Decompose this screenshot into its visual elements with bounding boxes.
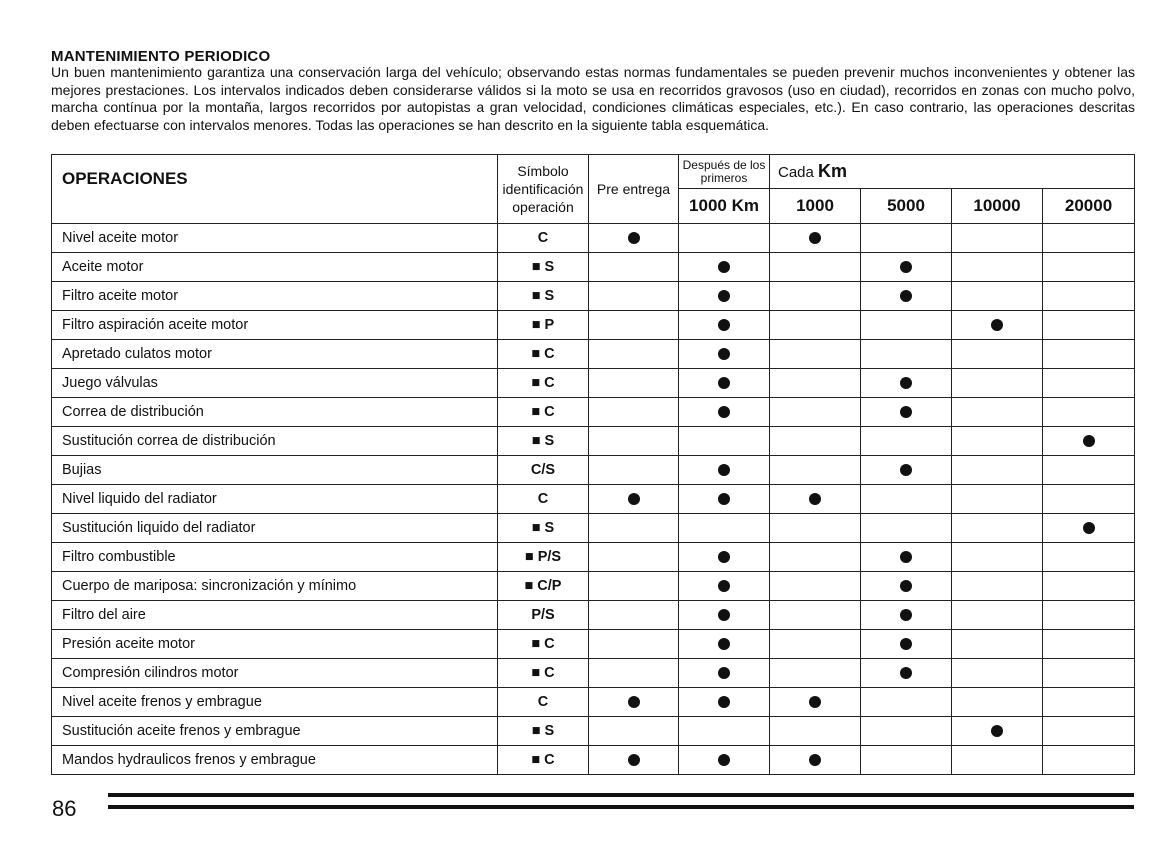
schedule-cell bbox=[589, 340, 679, 369]
schedule-cell bbox=[770, 717, 861, 746]
schedule-cell bbox=[861, 398, 952, 427]
schedule-cell bbox=[589, 572, 679, 601]
schedule-cell bbox=[952, 282, 1043, 311]
operation-symbol: ■ C bbox=[498, 659, 589, 688]
schedule-cell bbox=[861, 572, 952, 601]
schedule-cell bbox=[1043, 688, 1135, 717]
schedule-cell bbox=[679, 253, 770, 282]
bullet-mark-icon bbox=[718, 580, 730, 592]
header-km-5000: 5000 bbox=[861, 189, 952, 224]
schedule-cell bbox=[952, 485, 1043, 514]
schedule-cell bbox=[1043, 398, 1135, 427]
schedule-cell bbox=[589, 485, 679, 514]
operation-symbol: ■ C bbox=[498, 398, 589, 427]
operation-name: Sustitución correa de distribución bbox=[52, 427, 498, 456]
table-row bbox=[52, 311, 1135, 340]
schedule-cell bbox=[952, 572, 1043, 601]
schedule-cell bbox=[1043, 369, 1135, 398]
schedule-cell bbox=[952, 427, 1043, 456]
schedule-cell bbox=[679, 688, 770, 717]
table-row bbox=[52, 717, 1135, 746]
bullet-mark-icon bbox=[718, 696, 730, 708]
table-row bbox=[52, 398, 1135, 427]
bullet-mark-icon bbox=[718, 551, 730, 563]
schedule-cell bbox=[952, 543, 1043, 572]
schedule-cell bbox=[770, 746, 861, 775]
table-row bbox=[52, 572, 1135, 601]
schedule-cell bbox=[679, 456, 770, 485]
schedule-cell bbox=[679, 746, 770, 775]
schedule-cell bbox=[770, 398, 861, 427]
header-operaciones: OPERACIONES bbox=[52, 155, 498, 224]
operation-symbol: ■ C bbox=[498, 369, 589, 398]
schedule-cell bbox=[679, 398, 770, 427]
schedule-cell bbox=[861, 456, 952, 485]
bullet-mark-icon bbox=[900, 261, 912, 273]
schedule-cell bbox=[861, 282, 952, 311]
operation-name: Nivel aceite motor bbox=[52, 224, 498, 253]
bullet-mark-icon bbox=[900, 551, 912, 563]
schedule-cell bbox=[679, 601, 770, 630]
schedule-cell bbox=[1043, 514, 1135, 543]
bullet-mark-icon bbox=[718, 638, 730, 650]
schedule-cell bbox=[861, 224, 952, 253]
operation-symbol: ■ S bbox=[498, 253, 589, 282]
bullet-mark-icon bbox=[900, 609, 912, 621]
operation-name: Compresión cilindros motor bbox=[52, 659, 498, 688]
schedule-cell bbox=[861, 543, 952, 572]
table-row bbox=[52, 746, 1135, 775]
bullet-mark-icon bbox=[900, 638, 912, 650]
table-row bbox=[52, 543, 1135, 572]
bullet-mark-icon bbox=[628, 493, 640, 505]
header-cada-prefix: Cada bbox=[778, 164, 814, 181]
bullet-mark-icon bbox=[718, 319, 730, 331]
schedule-cell bbox=[770, 253, 861, 282]
operation-symbol: ■ S bbox=[498, 282, 589, 311]
header-cada-km bbox=[770, 155, 1135, 189]
schedule-cell bbox=[1043, 543, 1135, 572]
schedule-cell bbox=[679, 224, 770, 253]
schedule-cell bbox=[589, 427, 679, 456]
schedule-cell bbox=[770, 514, 861, 543]
operation-symbol: C bbox=[498, 485, 589, 514]
operation-name: Nivel aceite frenos y embrague bbox=[52, 688, 498, 717]
schedule-cell bbox=[861, 688, 952, 717]
schedule-cell bbox=[679, 340, 770, 369]
schedule-cell bbox=[589, 514, 679, 543]
schedule-cell bbox=[1043, 601, 1135, 630]
bullet-mark-icon bbox=[809, 493, 821, 505]
bullet-mark-icon bbox=[1083, 435, 1095, 447]
schedule-cell bbox=[952, 717, 1043, 746]
operation-name: Correa de distribución bbox=[52, 398, 498, 427]
bullet-mark-icon bbox=[718, 609, 730, 621]
schedule-cell bbox=[589, 717, 679, 746]
schedule-cell bbox=[679, 369, 770, 398]
schedule-cell bbox=[1043, 427, 1135, 456]
schedule-cell bbox=[1043, 282, 1135, 311]
schedule-cell bbox=[952, 311, 1043, 340]
bullet-mark-icon bbox=[718, 464, 730, 476]
header-pre-entrega: Pre entrega bbox=[589, 155, 679, 224]
bullet-mark-icon bbox=[718, 493, 730, 505]
table-body bbox=[52, 224, 1135, 775]
schedule-cell bbox=[861, 717, 952, 746]
bullet-mark-icon bbox=[718, 667, 730, 679]
schedule-cell bbox=[952, 224, 1043, 253]
schedule-cell bbox=[952, 456, 1043, 485]
schedule-cell bbox=[589, 369, 679, 398]
schedule-cell bbox=[952, 253, 1043, 282]
bullet-mark-icon bbox=[1083, 522, 1095, 534]
operation-name: Sustitución aceite frenos y embrague bbox=[52, 717, 498, 746]
bullet-mark-icon bbox=[900, 406, 912, 418]
schedule-cell bbox=[679, 543, 770, 572]
bullet-mark-icon bbox=[718, 290, 730, 302]
schedule-cell bbox=[679, 659, 770, 688]
schedule-cell bbox=[679, 630, 770, 659]
operation-name: Filtro combustible bbox=[52, 543, 498, 572]
schedule-cell bbox=[589, 253, 679, 282]
operation-symbol: ■ C bbox=[498, 630, 589, 659]
maintenance-table bbox=[51, 154, 1135, 775]
operation-symbol: ■ P bbox=[498, 311, 589, 340]
bullet-mark-icon bbox=[718, 348, 730, 360]
schedule-cell bbox=[770, 369, 861, 398]
schedule-cell bbox=[861, 659, 952, 688]
table-row bbox=[52, 456, 1135, 485]
schedule-cell bbox=[679, 427, 770, 456]
operation-symbol: C bbox=[498, 224, 589, 253]
bullet-mark-icon bbox=[628, 232, 640, 244]
schedule-cell bbox=[952, 630, 1043, 659]
operation-symbol: ■ P/S bbox=[498, 543, 589, 572]
schedule-cell bbox=[589, 282, 679, 311]
bullet-mark-icon bbox=[809, 232, 821, 244]
operation-symbol: P/S bbox=[498, 601, 589, 630]
table-row bbox=[52, 630, 1135, 659]
schedule-cell bbox=[770, 630, 861, 659]
operation-symbol: ■ S bbox=[498, 427, 589, 456]
bullet-mark-icon bbox=[718, 261, 730, 273]
bullet-mark-icon bbox=[809, 754, 821, 766]
operation-symbol: C bbox=[498, 688, 589, 717]
bullet-mark-icon bbox=[991, 725, 1003, 737]
schedule-cell bbox=[952, 601, 1043, 630]
schedule-cell bbox=[1043, 340, 1135, 369]
schedule-cell bbox=[952, 398, 1043, 427]
schedule-cell bbox=[589, 630, 679, 659]
schedule-cell bbox=[589, 659, 679, 688]
operation-name: Bujias bbox=[52, 456, 498, 485]
schedule-cell bbox=[952, 369, 1043, 398]
schedule-cell bbox=[770, 427, 861, 456]
table-row bbox=[52, 601, 1135, 630]
bullet-mark-icon bbox=[900, 580, 912, 592]
schedule-cell bbox=[952, 688, 1043, 717]
schedule-cell bbox=[770, 688, 861, 717]
schedule-cell bbox=[952, 746, 1043, 775]
schedule-cell bbox=[679, 717, 770, 746]
header-km-20000: 20000 bbox=[1043, 189, 1135, 224]
schedule-cell bbox=[861, 340, 952, 369]
operation-symbol: ■ S bbox=[498, 514, 589, 543]
bullet-mark-icon bbox=[900, 290, 912, 302]
schedule-cell bbox=[861, 369, 952, 398]
table-row bbox=[52, 688, 1135, 717]
schedule-cell bbox=[1043, 224, 1135, 253]
table-row bbox=[52, 514, 1135, 543]
operation-symbol: ■ S bbox=[498, 717, 589, 746]
schedule-cell bbox=[770, 659, 861, 688]
schedule-cell bbox=[589, 601, 679, 630]
schedule-cell bbox=[1043, 630, 1135, 659]
table-row bbox=[52, 340, 1135, 369]
table-row bbox=[52, 282, 1135, 311]
operation-name: Presión aceite motor bbox=[52, 630, 498, 659]
bullet-mark-icon bbox=[809, 696, 821, 708]
schedule-cell bbox=[770, 340, 861, 369]
footer-rule-bottom bbox=[108, 805, 1134, 809]
schedule-cell bbox=[589, 311, 679, 340]
operation-symbol: C/S bbox=[498, 456, 589, 485]
schedule-cell bbox=[861, 630, 952, 659]
schedule-cell bbox=[770, 543, 861, 572]
operation-name: Filtro aspiración aceite motor bbox=[52, 311, 498, 340]
section-heading: MANTENIMIENTO PERIODICO bbox=[51, 48, 271, 65]
schedule-cell bbox=[952, 514, 1043, 543]
table-row bbox=[52, 485, 1135, 514]
schedule-cell bbox=[1043, 717, 1135, 746]
operation-name: Sustitución liquido del radiator bbox=[52, 514, 498, 543]
schedule-cell bbox=[679, 282, 770, 311]
schedule-cell bbox=[770, 282, 861, 311]
header-km-10000: 10000 bbox=[952, 189, 1043, 224]
bullet-mark-icon bbox=[628, 754, 640, 766]
bullet-mark-icon bbox=[900, 377, 912, 389]
operation-name: Nivel liquido del radiator bbox=[52, 485, 498, 514]
operation-name: Aceite motor bbox=[52, 253, 498, 282]
operation-name: Juego válvulas bbox=[52, 369, 498, 398]
schedule-cell bbox=[1043, 456, 1135, 485]
schedule-cell bbox=[589, 688, 679, 717]
schedule-cell bbox=[770, 311, 861, 340]
header-first-1000km: 1000 Km bbox=[679, 189, 770, 224]
schedule-cell bbox=[770, 485, 861, 514]
schedule-cell bbox=[1043, 311, 1135, 340]
schedule-cell bbox=[1043, 746, 1135, 775]
schedule-cell bbox=[679, 311, 770, 340]
schedule-cell bbox=[1043, 485, 1135, 514]
schedule-cell bbox=[770, 456, 861, 485]
schedule-cell bbox=[679, 572, 770, 601]
schedule-cell bbox=[770, 572, 861, 601]
schedule-cell bbox=[861, 601, 952, 630]
schedule-cell bbox=[861, 311, 952, 340]
schedule-cell bbox=[589, 543, 679, 572]
schedule-cell bbox=[861, 427, 952, 456]
operation-name: Mandos hydraulicos frenos y embrague bbox=[52, 746, 498, 775]
bullet-mark-icon bbox=[900, 464, 912, 476]
bullet-mark-icon bbox=[900, 667, 912, 679]
schedule-cell bbox=[1043, 659, 1135, 688]
footer-rule-top bbox=[108, 793, 1134, 797]
schedule-cell bbox=[589, 746, 679, 775]
schedule-cell bbox=[679, 485, 770, 514]
schedule-cell bbox=[589, 224, 679, 253]
header-despues: Después de los primeros bbox=[679, 155, 770, 189]
intro-paragraph: Un buen mantenimiento garantiza una conservación larga del vehículo; observando estas normas fundamentales se pueden prevenir muchos inconvenientes y obtener las mejores prestaciones. Los intervalos indicados deben considerarse válidos si la moto se usa en recorridos gravosos (uso en ciudad), recorridos en zonas con mucho polvo, marcha contínua por la montaña, largos recorridos por autopistas a gran velocidad, condiciones climáticas especiales, etc.). En caso contrario, las operaciones descritas deben efectuarse con intervalos menores. Todas las operaciones se han descrito en la siguiente tabla esquemática. bbox=[51, 64, 1135, 133]
schedule-cell bbox=[589, 398, 679, 427]
operation-name: Apretado culatos motor bbox=[52, 340, 498, 369]
schedule-cell bbox=[952, 659, 1043, 688]
operation-name: Cuerpo de mariposa: sincronización y mínimo bbox=[52, 572, 498, 601]
table-row bbox=[52, 369, 1135, 398]
bullet-mark-icon bbox=[628, 696, 640, 708]
schedule-cell bbox=[861, 485, 952, 514]
table-row bbox=[52, 253, 1135, 282]
schedule-cell bbox=[679, 514, 770, 543]
schedule-cell bbox=[861, 746, 952, 775]
table-row bbox=[52, 224, 1135, 253]
header-cada-unit: Km bbox=[818, 161, 848, 181]
bullet-mark-icon bbox=[718, 377, 730, 389]
schedule-cell bbox=[861, 514, 952, 543]
header-simbolo: Símbolo identificación operación bbox=[498, 155, 589, 224]
table-row bbox=[52, 427, 1135, 456]
schedule-cell bbox=[861, 253, 952, 282]
operation-name: Filtro del aire bbox=[52, 601, 498, 630]
schedule-cell bbox=[770, 224, 861, 253]
schedule-cell bbox=[1043, 253, 1135, 282]
bullet-mark-icon bbox=[718, 406, 730, 418]
operation-name: Filtro aceite motor bbox=[52, 282, 498, 311]
schedule-cell bbox=[952, 340, 1043, 369]
schedule-cell bbox=[589, 456, 679, 485]
bullet-mark-icon bbox=[991, 319, 1003, 331]
bullet-mark-icon bbox=[718, 754, 730, 766]
header-km-1000: 1000 bbox=[770, 189, 861, 224]
page-number: 86 bbox=[52, 796, 77, 821]
schedule-cell bbox=[1043, 572, 1135, 601]
schedule-cell bbox=[770, 601, 861, 630]
operation-symbol: ■ C bbox=[498, 746, 589, 775]
operation-symbol: ■ C/P bbox=[498, 572, 589, 601]
operation-symbol: ■ C bbox=[498, 340, 589, 369]
table-row bbox=[52, 659, 1135, 688]
